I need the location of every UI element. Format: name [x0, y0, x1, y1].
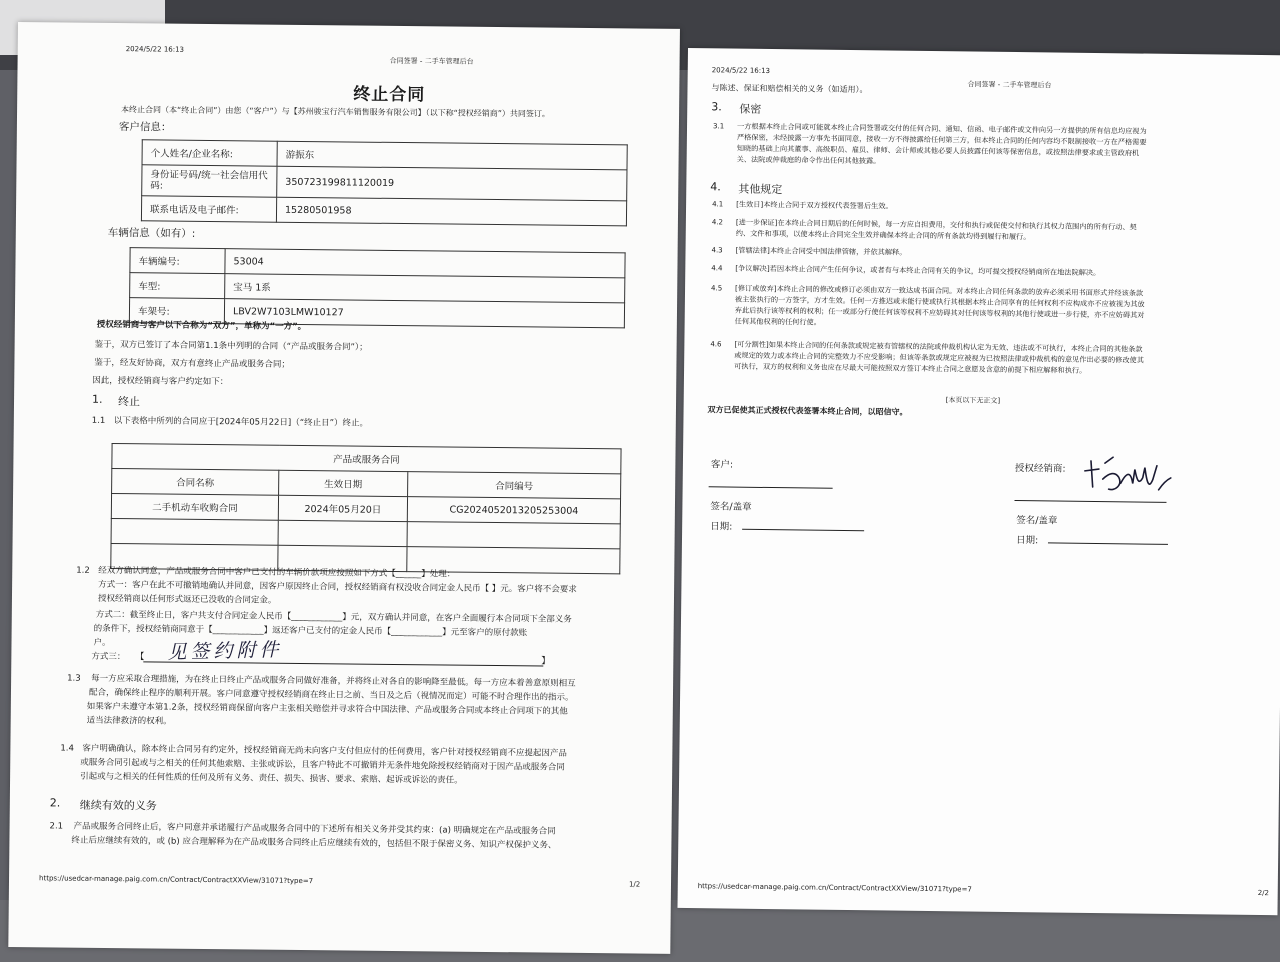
option-3-bracket-close: 】 [541, 656, 551, 667]
table-row [141, 196, 626, 226]
section-4-number: 4. [710, 180, 721, 194]
clause-1-4-number: 1.4 [60, 743, 74, 754]
clause-4-1-text [736, 199, 893, 212]
print-header: 合同签署 - 二手车管理后台 [389, 56, 474, 66]
section-1-title: 终止 [117, 395, 141, 409]
clause-4-2-text [736, 217, 1137, 244]
footer-url: https://usedcar-manage.paig.com.cn/Contract/ContractXXView/31071?type=7 [697, 882, 972, 894]
clause-4-2-number: 4.2 [711, 218, 724, 227]
clause-line: [修订或放弃]本终止合同的修改或修订必须由双方一致达成书面合同。对本终止合同任何条款的放弃必须采用书面形式并经该条款 [735, 283, 1144, 298]
clause-4-1-number: 4.1 [712, 200, 724, 209]
clause-1-1-number: 1.1 [91, 415, 106, 426]
table-title: 产品或服务合同 [112, 444, 621, 474]
clause-line: 一方根据本终止合同或可能就本终止合同签署或交付的任何合同、通知、信函、电子邮件或文件向另一方提供的所有信息均应视为 [736, 121, 1147, 136]
dealer-signature-line [1014, 500, 1166, 503]
clause-4-4-text [735, 263, 1100, 278]
empty-cell [407, 522, 620, 549]
section-1-number: 1. [91, 392, 103, 406]
section-2-number: 2. [49, 796, 61, 810]
vehicle-vin-label: 车架号: [129, 298, 224, 324]
whereas-clause-1: 鉴于，双方已签订了本合同第1.1条中列明的合同（“产品或服务合同”）； [94, 339, 368, 353]
dealer-signature-label: 授权经销商: [1014, 463, 1066, 475]
vehicle-vin-value: LBV2W7103LMW10127 [224, 299, 624, 328]
clause-1-2-number: 1.2 [76, 565, 90, 576]
clause-4-6-number: 4.6 [710, 340, 722, 349]
clause-1-3-line-1: 每一方应采取合理措施，为在终止日终止产品或服务合同做好准备，并将终止对各自的影响降至最低。每一方应本着善意原则相互 [91, 673, 576, 689]
clause-line: [可分割性]如果本终止合同的任何条款或规定被有管辖权的法院或仲裁机构认定为无效、违法或不可执行，本终止合同的其他条款 [734, 339, 1143, 354]
customer-info-table [141, 139, 628, 226]
contract-number-cell: CG2024052013205253004 [407, 497, 620, 524]
clause-line: 被主张执行的一方签字，方才生效。任何一方推迟或未能行使或执行其根据本终止合同享有的任何权利不应构成亦不应被视为其放 [734, 294, 1145, 309]
clause-4-3-text [735, 245, 906, 258]
empty-cell [278, 520, 407, 546]
contract-page-2 [677, 48, 1280, 915]
section-3-title: 保密 [739, 102, 762, 116]
section-4-title: 其他规定 [738, 182, 783, 197]
customer-contact-label: 联系电话及电子邮件: [141, 196, 276, 222]
vehicle-model-label: 车型: [130, 273, 225, 299]
vehicle-info-heading: 车辆信息（如有）: [107, 226, 196, 240]
vehicle-model-value: 宝马 1系 [225, 274, 625, 303]
column-header-effective-date: 生效日期 [279, 470, 408, 496]
clause-1-3-line-3: 如果客户未遵守本第1.2条，授权经销商保留向客户主张相关赔偿并寻求符合中国法律、产品或服务合同或本终止合同项下的其他 [86, 701, 568, 717]
customer-contact-value: 15280501958 [276, 197, 626, 226]
table-row [142, 165, 627, 201]
customer-name-value: 游振东 [277, 141, 627, 170]
clause-line: 约、文件和事项，以使本终止合同完全生效并确保本终止合同的所有条款均得到履行和履行。 [735, 228, 1031, 242]
customer-name-label: 个人姓名/企业名称: [142, 140, 277, 166]
dealer-handwritten-signature [1079, 449, 1176, 500]
witness-statement: 双方已促使其正式授权代表签署本终止合同，以昭信守。 [707, 405, 908, 417]
parties-definition: 授权经销商与客户以下合称为“双方”，单称为“一方”。 [96, 319, 307, 333]
customer-id-label: 身份证号码/统一社会信用代码: [142, 165, 277, 197]
footer-url: https://usedcar-manage.paig.com.cn/Contract/ContractXXView/31071?type=7 [38, 874, 314, 886]
clause-1-4-line-1: 客户明确确认，除本终止合同另有约定外，授权经销商无尚未向客户支付但应付的任何费用，客户针对授权经销商不应提起因产品 [82, 743, 567, 759]
customer-date-label: 日期: [710, 521, 733, 533]
clause-line: [生效日]本终止合同于双方授权代表签署后生效。 [736, 199, 893, 211]
clause-4-5-text [735, 283, 1145, 332]
print-timestamp: 2024/5/22 16:13 [711, 66, 771, 76]
clause-1-1-text: 以下表格中所列的合同应于[2024年05月22日]（“终止日”）终止。 [113, 416, 369, 429]
dealer-date-line [1048, 542, 1168, 544]
section-2-title: 继续有效的义务 [79, 798, 157, 813]
effective-date-cell: 2024年05月20日 [278, 495, 407, 521]
customer-date-line [742, 529, 864, 531]
contract-name-cell: 二手机动车收购合同 [111, 494, 278, 521]
customer-info-heading: 客户信息： [118, 121, 172, 134]
therefore-clause: 因此，授权经销商与客户约定如下： [92, 375, 229, 388]
option-3-bracket: 【 [135, 652, 145, 663]
empty-cell [111, 519, 278, 546]
clause-4-4-number: 4.4 [711, 264, 723, 273]
print-timestamp: 2024/5/22 16:13 [125, 45, 185, 54]
customer-signature-line [709, 486, 833, 489]
end-of-text-note: [本页以下无正文] [945, 396, 1001, 405]
clause-1-3-line-2: 配合，确保终止程序的顺利开展。客户同意遵守授权经销商在终止日之前、当日及之后（视情况而定）可能不时合理作出的指示。 [88, 687, 574, 703]
clause-4-6-text [734, 339, 1144, 377]
clause-line: 或规定的效力或本终止合同的完整效力不应受影响；但该等条款或规定应被视为已按照法律或仲裁机构的意见作出必要的修改使其 [734, 350, 1144, 365]
section-3-number: 3. [711, 100, 722, 114]
clause-1-2-option-2-cont: 的条件下，授权经销商同意于【____________】返还客户已支付的定金人民币【____________】元至客户的原付款账 [93, 623, 528, 639]
clause-line: [争议解决]若因本终止合同产生任何争议，或者有与本终止合同有关的争议，均可提交授权经销商所在地法院解决。 [735, 263, 1101, 278]
clause-1-3-number: 1.3 [67, 673, 81, 684]
clause-line: 任何其他权利的任何行使。 [734, 316, 821, 327]
clause-line: [管辖法律]本终止合同受中国法律管辖，并依其解释。 [735, 245, 907, 257]
whereas-clause-2: 鉴于，经友好协商，双方有意终止产品或服务合同； [94, 357, 290, 370]
clause-4-3-number: 4.3 [711, 246, 723, 255]
clause-1-2-line-1: 经双方确认同意，产品或服务合同中客户已支付的车辆价款项应按照如下方式【______】处理： [98, 565, 456, 580]
clause-line: 弃此后执行该等权利的权利；任一或部分行使任何该等权利不应妨碍其对任何该等权利的其他行使或进一步行使，亦不应妨碍其对 [734, 305, 1145, 320]
customer-signature-label: 客户: [710, 459, 734, 471]
clause-1-3-line-4: 适当法律救济的权利。 [86, 715, 172, 727]
column-header-contract-name: 合同名称 [112, 469, 279, 496]
carry-over-text: 与陈述、保证和赔偿相关的义务（如适用）。 [711, 83, 868, 95]
clause-1-2-option-1-cont: 授权经销商以任何形式返还已没收的合同定金。 [97, 593, 277, 606]
clause-1-4-line-2: 或服务合同引起或与之相关的任何其他索赔、主张或诉讼，且客户特此不可撤销并无条件地免除授权经销商对于因产品或服务合同 [80, 757, 565, 773]
clause-line: 可执行，双方的权利和义务也应在尽最大可能按照双方签订本终止合同之意愿及含意的前提下相应解释和执行。 [734, 361, 1087, 375]
customer-sign-seal-label: 签名/盖章 [710, 501, 752, 513]
clause-1-4-line-3: 引起或与之相关的任何性质的任何及所有义务、责任、损失、损害、要求、索赔、起诉或诉讼的责任。 [80, 771, 463, 786]
clause-2-1-line-1: 产品或服务合同终止后，客户同意并承诺履行产品或服务合同中的下述所有相关义务并受其约束：(a) 明确规定在产品或服务合同 [73, 821, 556, 837]
clause-4-5-number: 4.5 [711, 284, 723, 293]
clause-1-2-option-2-end: 户。 [93, 637, 111, 649]
clause-3-1-number: 3.1 [712, 122, 725, 131]
print-header: 合同签署 - 二手车管理后台 [967, 80, 1052, 90]
clause-line: [进一步保证]在本终止合同日期后的任何时候，每一方应自担费用，交付和执行或促使交付和执行其权力范围内的所有行动、契 [735, 217, 1137, 232]
footer-page-number: 2/2 [1257, 889, 1270, 898]
clause-2-1-number: 2.1 [49, 821, 64, 832]
vehicle-info-table [129, 247, 626, 328]
clause-1-2-option-1: 方式一：客户在此不可撤销地确认并同意，因客户原因终止合同，授权经销商有权没收合同定金人民币【 】元。客户将不会要求 [98, 579, 577, 595]
clause-3-1-text [737, 121, 1147, 170]
document-title: 终止合同 [353, 84, 426, 106]
vehicle-number-label: 车辆编号: [130, 248, 225, 274]
clause-line: 知晓的基础上向其董事、高级职员、雇员、律师、会计师或其他必要人员披露任何该等保密信息，或按照法律要求或主管政府机 [736, 143, 1140, 158]
clause-1-2-option-3: 方式三： [91, 651, 126, 663]
dealer-sign-seal-label: 签名/盖章 [1016, 515, 1058, 527]
column-header-contract-number: 合同编号 [408, 472, 621, 499]
customer-id-value: 350723199811120019 [277, 166, 627, 201]
contract-page-1 [8, 22, 680, 954]
terminated-contracts-table [110, 443, 621, 574]
clause-2-1-line-2: 终止后应继续有效的，或 (b) 应合理解释为在产品或服务合同终止后应继续有效的，包括但不限于保密义务、知识产权保护义务、 [71, 835, 557, 851]
clause-line: 严格保密，未经披露一方事先书面同意，接收一方不得披露给任何第三方，但本终止合同的任何内容均不限制接收一方在严格需要 [736, 132, 1147, 147]
clause-line: 关、法院或仲裁庭的命令作出任何其他披露。 [736, 154, 881, 166]
intro-paragraph: 本终止合同（本“终止合同”）由您（“客户”）与【苏州骏宝行汽车销售服务有限公司】（以下称“授权经销商”）共同签订。 [121, 105, 550, 119]
clause-1-2-option-2: 方式二：截至终止日，客户共支付合同定金人民币【____________】元，双方确认并同意，在客户全面履行本合同项下全部义务 [95, 609, 572, 625]
handwritten-note: 见签约附件 [167, 638, 283, 664]
footer-page-number: 1/2 [628, 880, 641, 889]
dealer-date-label: 日期: [1015, 535, 1039, 547]
vehicle-number-value: 53004 [225, 249, 625, 278]
